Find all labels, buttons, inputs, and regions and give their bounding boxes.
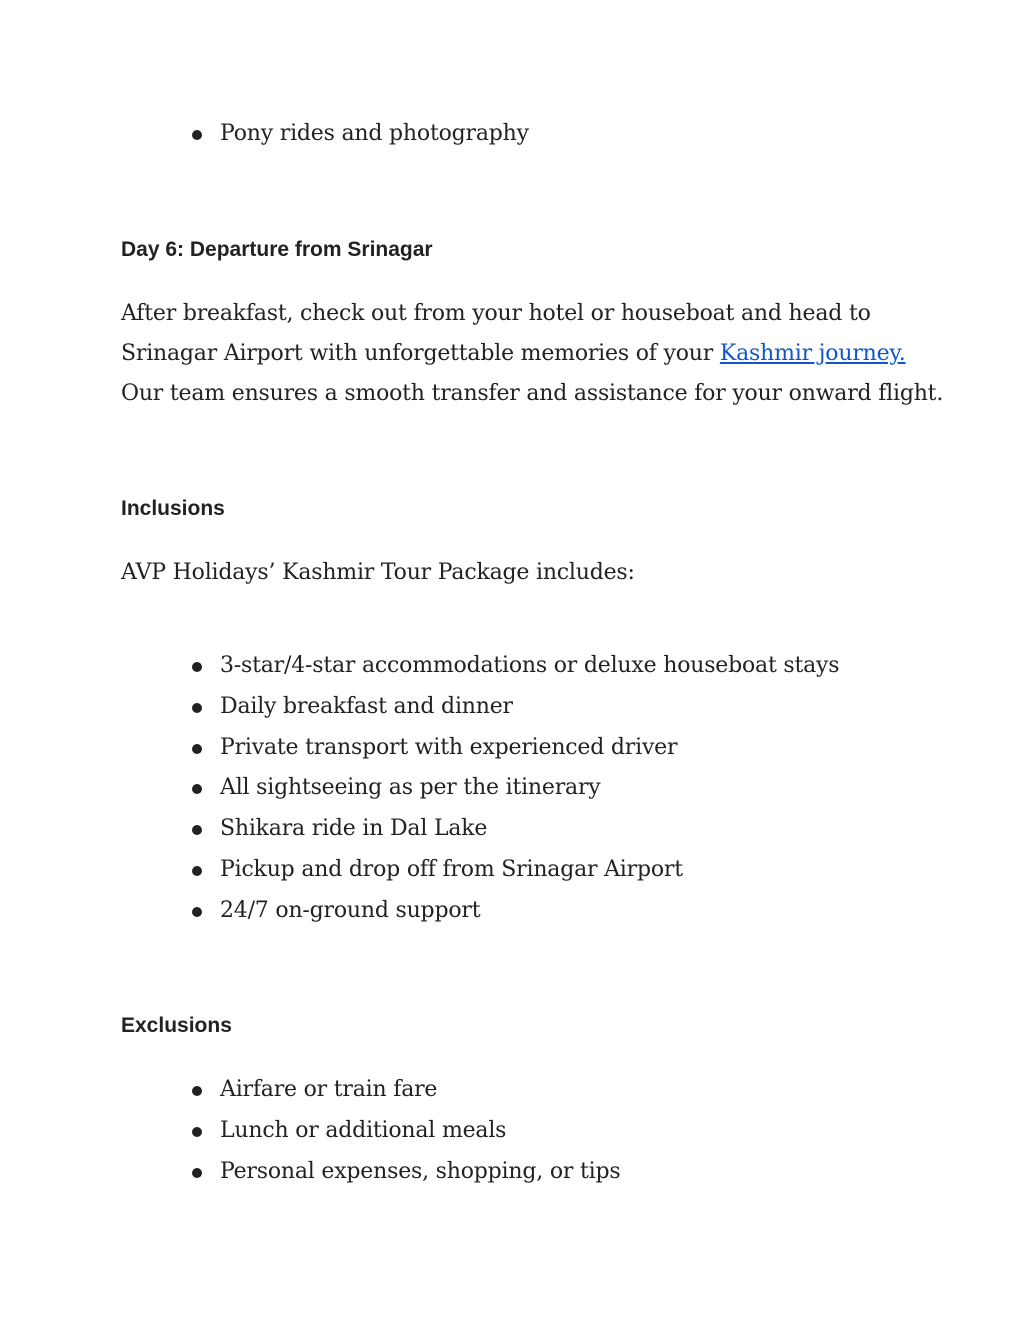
bullet-icon [192, 130, 202, 140]
list-item-text: Private transport with experienced driver [220, 734, 678, 760]
list-item-text: Daily breakfast and dinner [220, 693, 513, 719]
bullet-icon [192, 1168, 202, 1178]
bullet-icon [192, 1127, 202, 1137]
day6-line-2-text: Srinagar Airport with unforgettable memories of your [121, 341, 720, 366]
list-item-text: Personal expenses, shopping, or tips [220, 1158, 621, 1184]
kashmir-journey-link[interactable]: Kashmir journey. [719, 341, 906, 366]
list-item-text: All sightseeing as per the itinerary [220, 775, 601, 801]
exclusions-heading: Exclusions [121, 1014, 232, 1037]
list-item-text: 3-star/4-star accommodations or deluxe houseboat stays [220, 653, 840, 678]
list-item-text: Airfare or train fare [220, 1077, 438, 1102]
bullet-icon [192, 866, 202, 876]
day6-line-1: After breakfast, check out from your hotel or houseboat and head to [121, 301, 871, 326]
bullet-icon [192, 907, 202, 917]
day6-line-3: Our team ensures a smooth transfer and assistance for your onward flight. [121, 381, 944, 406]
day6-paragraph [121, 294, 944, 414]
bullet-icon [192, 662, 202, 672]
list-item-text: Lunch or additional meals [220, 1117, 507, 1143]
list-item-text: 24/7 on-ground support [220, 897, 481, 923]
bullet-icon [192, 744, 202, 754]
list-item-text: Shikara ride in Dal Lake [220, 816, 488, 842]
inclusions-intro: AVP Holidays’ Kashmir Tour Package includes: [121, 560, 635, 585]
list-item-text: Pickup and drop off from Srinagar Airport [220, 856, 683, 882]
bullet-icon [192, 825, 202, 835]
list-item-text: Pony rides and photography [220, 121, 529, 146]
day6-line-2 [121, 334, 921, 374]
bullet-icon [192, 1086, 202, 1096]
bullet-icon [192, 784, 202, 794]
day6-heading: Day 6: Departure from Srinagar [121, 238, 433, 261]
bullet-icon [192, 703, 202, 713]
inclusions-heading: Inclusions [121, 497, 225, 520]
